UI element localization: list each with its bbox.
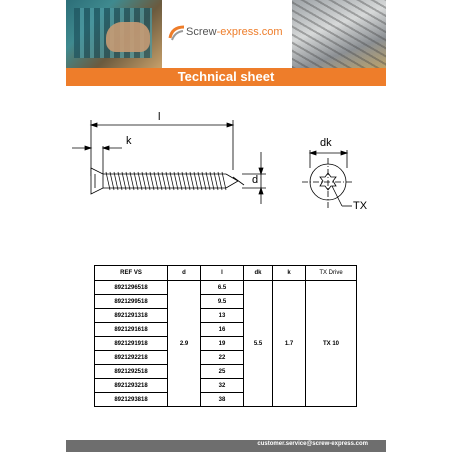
header-l: l bbox=[201, 266, 244, 281]
table-row bbox=[95, 281, 357, 295]
length-cell: 19 bbox=[201, 337, 244, 351]
header-d: d bbox=[168, 266, 201, 281]
arrowhead bbox=[91, 123, 97, 127]
header-k: k bbox=[273, 266, 306, 281]
label-k: k bbox=[126, 135, 132, 147]
header bbox=[66, 0, 386, 68]
label-dk: dk bbox=[320, 137, 332, 149]
footer bbox=[66, 440, 386, 452]
length-cell: 9.5 bbox=[201, 295, 244, 309]
ref-cell: 8921291618 bbox=[95, 323, 168, 337]
arrowhead bbox=[310, 151, 316, 155]
ref-cell: 8921296518 bbox=[95, 281, 168, 295]
spec-table bbox=[94, 265, 357, 407]
length-cell: 25 bbox=[201, 365, 244, 379]
screw-thread bbox=[106, 172, 226, 190]
arrowhead bbox=[103, 146, 109, 150]
header-photo-tools bbox=[66, 0, 162, 68]
ref-cell: 8921291918 bbox=[95, 337, 168, 351]
ref-cell: 8921299518 bbox=[95, 295, 168, 309]
ref-cell: 8921292218 bbox=[95, 351, 168, 365]
header-dk: dk bbox=[244, 266, 273, 281]
length-cell: 32 bbox=[201, 379, 244, 393]
technical-drawing bbox=[66, 108, 386, 228]
label-tx: TX bbox=[353, 200, 368, 212]
ref-cell: 8921293818 bbox=[95, 393, 168, 407]
arrowhead bbox=[341, 151, 347, 155]
header-photo-screws bbox=[292, 0, 386, 68]
length-cell: 38 bbox=[201, 393, 244, 407]
k-cell: 1.7 bbox=[273, 281, 306, 407]
length-cell: 6.5 bbox=[201, 281, 244, 295]
logo-text-screw: Screw bbox=[186, 26, 217, 38]
label-l: l bbox=[158, 111, 161, 123]
hand-image bbox=[106, 22, 150, 52]
length-cell: 22 bbox=[201, 351, 244, 365]
arrowhead bbox=[259, 168, 263, 174]
header-tx-drive: TX Drive bbox=[306, 266, 357, 281]
screw-tip bbox=[226, 174, 238, 188]
logo-text-domain: -express.com bbox=[216, 26, 283, 38]
dk-cell: 5.5 bbox=[244, 281, 273, 407]
title-banner bbox=[66, 68, 386, 86]
label-d: d bbox=[252, 174, 259, 186]
logo-swoosh-icon bbox=[168, 24, 186, 42]
logo-text bbox=[186, 26, 283, 38]
tip-cut-line bbox=[233, 177, 244, 185]
footer-email[interactable]: customer.service@screw-express.com bbox=[257, 441, 368, 447]
d-cell: 2.9 bbox=[168, 281, 201, 407]
length-cell: 16 bbox=[201, 323, 244, 337]
arrowhead bbox=[227, 123, 233, 127]
ref-cell: 8921293218 bbox=[95, 379, 168, 393]
ref-cell: 8921291318 bbox=[95, 309, 168, 323]
header-ref: REF VS bbox=[95, 266, 168, 281]
arrowhead bbox=[259, 188, 263, 194]
screw-head bbox=[91, 168, 103, 194]
screws-image bbox=[292, 0, 386, 68]
tx-leader-line bbox=[332, 186, 342, 206]
arrowhead bbox=[85, 146, 91, 150]
ref-cell: 8921292518 bbox=[95, 365, 168, 379]
length-cell: 13 bbox=[201, 309, 244, 323]
table-header-row bbox=[95, 266, 357, 281]
page-title: Technical sheet bbox=[177, 69, 275, 84]
logo bbox=[162, 0, 292, 68]
tx-drive-cell: TX 10 bbox=[306, 281, 357, 407]
